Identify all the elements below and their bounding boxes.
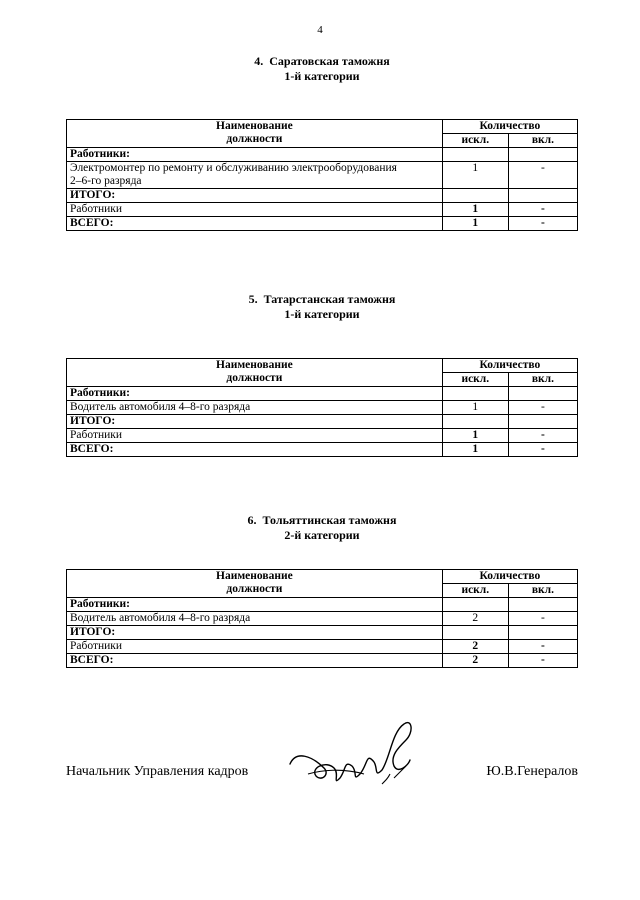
table-row	[67, 640, 578, 654]
position-incl: -	[508, 162, 577, 189]
workers-label: Работники:	[67, 598, 443, 612]
header-name	[67, 359, 443, 387]
table-row	[67, 401, 578, 415]
section-title-line2: 1-й категории	[284, 69, 360, 83]
total-workers-label: Работники	[67, 640, 443, 654]
empty-cell	[442, 626, 508, 640]
table-row	[67, 654, 578, 668]
header-excl: искл.	[442, 584, 508, 598]
header-name-line1: Наименование	[216, 120, 293, 132]
header-name-line2: должности	[226, 583, 283, 595]
section-saratov	[66, 54, 578, 231]
header-incl: вкл.	[508, 373, 577, 387]
table-row	[67, 162, 578, 189]
header-excl: искл.	[442, 373, 508, 387]
total-workers-incl: -	[508, 429, 577, 443]
workers-label: Работники:	[67, 148, 443, 162]
empty-cell	[508, 387, 577, 401]
header-name-line2: должности	[226, 133, 283, 145]
header-quantity: Количество	[442, 570, 577, 584]
empty-cell	[508, 148, 577, 162]
position-name	[67, 162, 443, 189]
footer	[66, 764, 578, 784]
header-name-line1: Наименование	[216, 570, 293, 582]
position-excl: 1	[442, 162, 508, 189]
empty-cell	[508, 626, 577, 640]
empty-cell	[508, 598, 577, 612]
page-number: 4	[317, 24, 323, 36]
header-name-line2: должности	[226, 372, 283, 384]
table-row	[67, 203, 578, 217]
empty-cell	[508, 415, 577, 429]
total-workers-incl: -	[508, 640, 577, 654]
total-workers-excl: 1	[442, 203, 508, 217]
empty-cell	[442, 387, 508, 401]
grand-total-incl: -	[508, 217, 577, 231]
empty-cell	[508, 189, 577, 203]
grand-total-label: ВСЕГО:	[67, 654, 443, 668]
position-incl: -	[508, 612, 577, 626]
total-workers-label: Работники	[67, 203, 443, 217]
table-row	[67, 443, 578, 457]
section-title-line1: 5. Татарстанская таможня	[248, 292, 396, 306]
section-title	[66, 292, 578, 322]
section-title	[66, 54, 578, 84]
staff-table	[66, 358, 578, 457]
grand-total-incl: -	[508, 654, 577, 668]
table-row	[67, 429, 578, 443]
grand-total-incl: -	[508, 443, 577, 457]
grand-total-excl: 2	[442, 654, 508, 668]
total-workers-label: Работники	[67, 429, 443, 443]
section-title-line1: 4. Саратовская таможня	[254, 54, 390, 68]
header-name	[67, 570, 443, 598]
header-name-line1: Наименование	[216, 359, 293, 371]
total-workers-excl: 2	[442, 640, 508, 654]
grand-total-label: ВСЕГО:	[67, 217, 443, 231]
header-excl: искл.	[442, 134, 508, 148]
section-title	[66, 513, 578, 543]
staff-table	[66, 569, 578, 668]
section-tolyatti	[66, 513, 578, 668]
section-title-line2: 2-й категории	[284, 528, 360, 542]
section-title-line2: 1-й категории	[284, 307, 360, 321]
position-name: Водитель автомобиля 4–8-го разряда	[67, 612, 443, 626]
table-row	[67, 217, 578, 231]
total-label: ИТОГО:	[67, 189, 443, 203]
grand-total-excl: 1	[442, 443, 508, 457]
section-title-line1: 6. Тольяттинская таможня	[247, 513, 397, 527]
header-incl: вкл.	[508, 584, 577, 598]
grand-total-excl: 1	[442, 217, 508, 231]
table-row	[67, 612, 578, 626]
position-line2: 2–6-го разряда	[70, 175, 142, 187]
header-quantity: Количество	[442, 359, 577, 373]
position-incl: -	[508, 401, 577, 415]
position-excl: 1	[442, 401, 508, 415]
empty-cell	[442, 415, 508, 429]
empty-cell	[442, 148, 508, 162]
total-workers-excl: 1	[442, 429, 508, 443]
position-excl: 2	[442, 612, 508, 626]
header-incl: вкл.	[508, 134, 577, 148]
grand-total-label: ВСЕГО:	[67, 443, 443, 457]
header-name	[67, 120, 443, 148]
position-line1: Электромонтер по ремонту и обслуживанию электрооборудования	[70, 162, 397, 174]
total-label: ИТОГО:	[67, 415, 443, 429]
total-label: ИТОГО:	[67, 626, 443, 640]
workers-label: Работники:	[67, 387, 443, 401]
empty-cell	[442, 598, 508, 612]
total-workers-incl: -	[508, 203, 577, 217]
section-tatarstan	[66, 292, 578, 457]
signature	[282, 712, 432, 802]
empty-cell	[442, 189, 508, 203]
signatory-name: Ю.В.Генералов	[486, 764, 578, 779]
staff-table	[66, 119, 578, 231]
signatory-position: Начальник Управления кадров	[66, 764, 249, 779]
header-quantity: Количество	[442, 120, 577, 134]
position-name: Водитель автомобиля 4–8-го разряда	[67, 401, 443, 415]
